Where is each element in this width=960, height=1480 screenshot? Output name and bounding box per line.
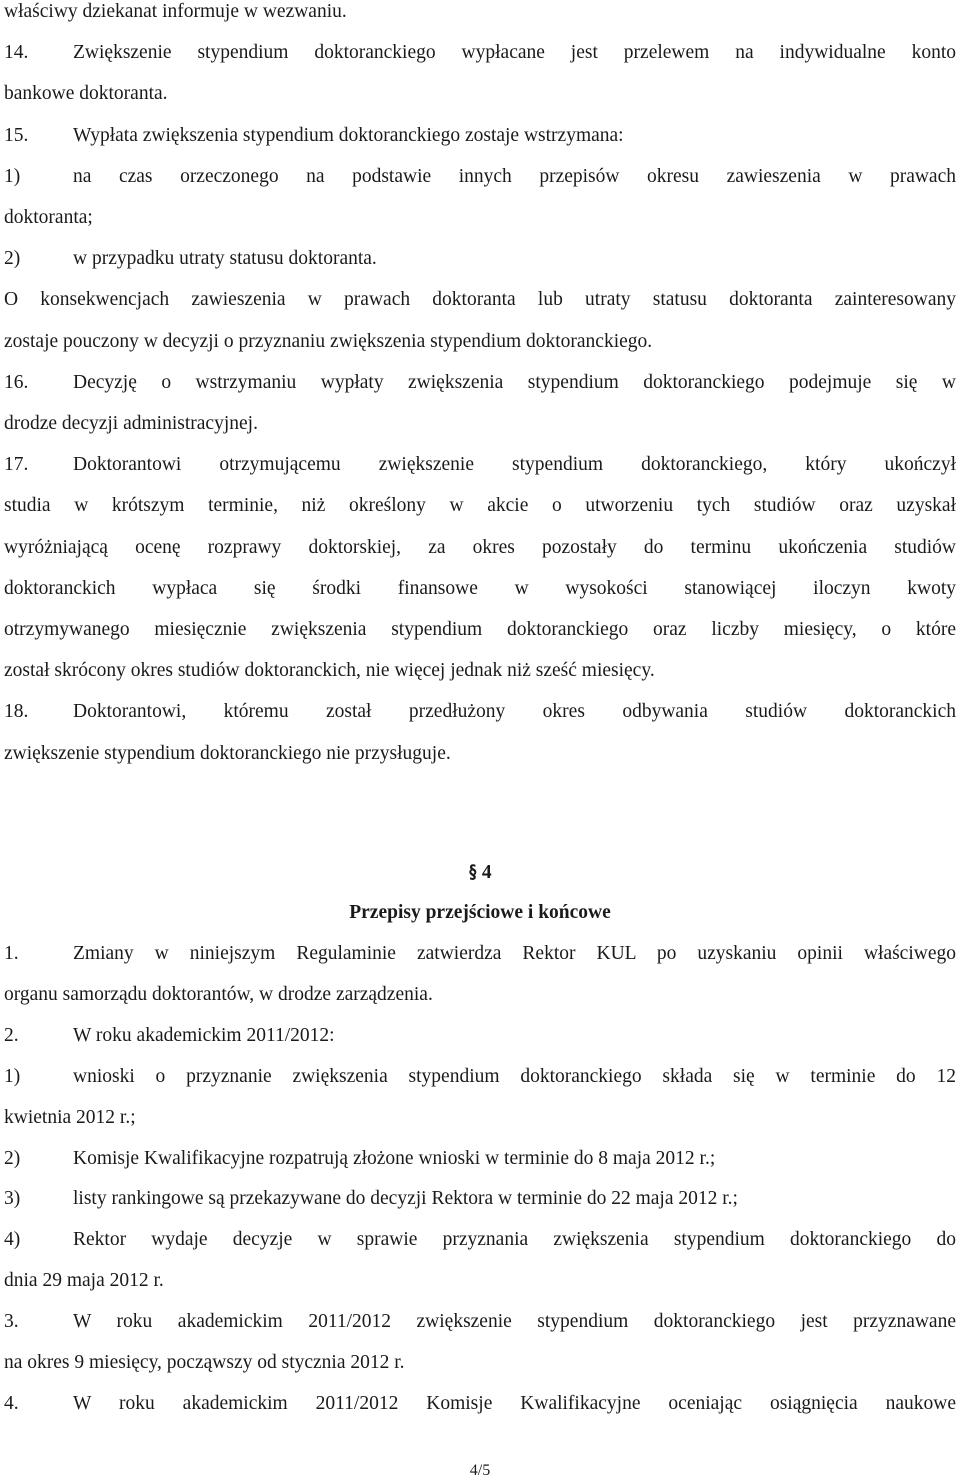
numbered-line: [4, 453, 956, 477]
text-line: [4, 659, 956, 683]
numbered-line: [4, 1392, 956, 1416]
line-text: W roku akademickim 2011/2012 Komisje Kwalifikacyjne oceniając osiągnięcia naukowe: [73, 1392, 956, 1414]
text-line: [4, 412, 956, 436]
numbered-line: [4, 1187, 956, 1211]
line-text: W roku akademickim 2011/2012 zwiększenie stypendium doktoranckiego jest przyznawane: [73, 1311, 956, 1333]
text-line: [4, 1351, 956, 1375]
line-text: zostaje pouczony w decyzji o przyznaniu zwiększenia stypendium doktoranckiego.: [4, 330, 653, 352]
text-line: [4, 742, 956, 766]
item-number: 14.: [4, 42, 29, 64]
numbered-line: [4, 371, 956, 395]
text-line: [4, 82, 956, 106]
line-text: organu samorządu doktorantów, w drodze zarządzenia.: [4, 983, 433, 1005]
section-title: Przepisy przejściowe i końcowe: [349, 902, 611, 923]
item-number: 15.: [4, 124, 29, 146]
item-number: 4.: [4, 1392, 19, 1414]
line-text: Decyzję o wstrzymaniu wypłaty zwiększenia stypendium doktoranckiego podejmuje się w: [73, 371, 956, 393]
item-number: 3): [4, 1188, 21, 1210]
line-text: w przypadku utraty statusu doktoranta.: [73, 248, 377, 270]
numbered-line: [4, 1310, 956, 1334]
section-heading-number: [0, 860, 960, 885]
item-number: 1): [4, 165, 21, 187]
text-line: [4, 0, 956, 24]
section-sign: §: [469, 861, 477, 883]
text-line: [4, 1269, 956, 1293]
line-text: na czas orzeczonego na podstawie innych przepisów okresu zawieszenia w prawach: [73, 165, 956, 187]
line-text: doktoranckich wypłaca się środki finansowe w wysokości stanowiącej iloczyn kwoty: [4, 577, 956, 599]
line-text: Rektor wydaje decyzje w sprawie przyznania zwiększenia stypendium doktoranckiego do: [73, 1229, 956, 1251]
line-text: zwiększenie stypendium doktoranckiego nie przysługuje.: [4, 742, 451, 764]
line-text: otrzymywanego miesięcznie zwiększenia stypendium doktoranckiego oraz liczby miesięcy, o które: [4, 619, 956, 640]
page-number: 4/5: [469, 1462, 491, 1479]
line-text: Komisje Kwalifikacyjne rozpatrują złożone wnioski w terminie do 8 maja 2012 r.;: [73, 1147, 716, 1169]
item-number: 16.: [4, 371, 29, 393]
item-number: 2): [4, 1147, 21, 1169]
text-line: [4, 330, 956, 354]
text-line: [4, 536, 956, 560]
line-text: drodze decyzji administracyjnej.: [4, 413, 258, 434]
item-number: 2): [4, 248, 21, 270]
line-text: listy rankingowe są przekazywane do decyzji Rektora w terminie do 22 maja 2012 r.;: [73, 1188, 738, 1210]
section-number: 4: [481, 862, 492, 883]
text-line: [4, 288, 956, 312]
text-line: [4, 983, 956, 1007]
line-text: Zwiększenie stypendium doktoranckiego wypłacane jest przelewem na indywidualne konto: [73, 42, 956, 64]
item-number: 2.: [4, 1024, 19, 1046]
numbered-line: [4, 247, 956, 271]
item-number: 4): [4, 1229, 21, 1251]
item-number: 3.: [4, 1311, 19, 1333]
line-text: Doktorantowi otrzymującemu zwiększenie stypendium doktoranckiego, który ukończył: [73, 454, 956, 476]
line-text: O konsekwencjach zawieszenia w prawach doktoranta lub utraty statusu doktoranta zainteresowany: [4, 289, 956, 311]
item-number: 18.: [4, 701, 29, 723]
item-number: 17.: [4, 454, 29, 476]
line-text: Doktorantowi, któremu został przedłużony okres odbywania studiów doktoranckich: [73, 701, 956, 723]
line-text: Zmiany w niniejszym Regulaminie zatwierdza Rektor KUL po uzyskaniu opinii właściwego: [73, 943, 956, 964]
item-number: 1.: [4, 943, 19, 964]
line-text: studia w krótszym terminie, niż określony w akcie o utworzeniu tych studiów oraz uzyskał: [4, 495, 956, 517]
numbered-line: [4, 1065, 956, 1089]
numbered-line: [4, 1024, 956, 1048]
numbered-line: [4, 1147, 956, 1171]
text-line: [4, 1106, 956, 1130]
line-text: wnioski o przyznanie zwiększenia stypendium doktoranckiego składa się w terminie do 12: [73, 1065, 956, 1087]
numbered-line: [4, 700, 956, 724]
numbered-line: [4, 165, 956, 189]
line-text: wyróżniającą ocenę rozprawy doktorskiej, za okres pozostały do terminu ukończenia studiów: [4, 536, 956, 558]
line-text: właściwy dziekanat informuje w wezwaniu.: [4, 1, 347, 22]
numbered-line: [4, 124, 956, 148]
item-number: 1): [4, 1065, 21, 1087]
text-line: [4, 618, 956, 642]
line-text: doktoranta;: [4, 207, 93, 228]
numbered-line: [4, 1228, 956, 1252]
line-text: Wypłata zwiększenia stypendium doktoranckiego zostaje wstrzymana:: [73, 124, 624, 146]
text-line: [4, 494, 956, 518]
text-line: [4, 577, 956, 601]
line-text: W roku akademickim 2011/2012:: [73, 1024, 335, 1046]
line-text: dnia 29 maja 2012 r.: [4, 1270, 164, 1292]
text-line: [4, 206, 956, 230]
line-text: na okres 9 miesięcy, począwszy od stycznia 2012 r.: [4, 1352, 405, 1373]
line-text: został skrócony okres studiów doktoranckich, nie więcej jednak niż sześć miesięcy.: [4, 660, 655, 682]
line-text: kwietnia 2012 r.;: [4, 1106, 136, 1128]
numbered-line: [4, 41, 956, 65]
line-text: bankowe doktoranta.: [4, 83, 168, 105]
numbered-line: [4, 942, 956, 966]
